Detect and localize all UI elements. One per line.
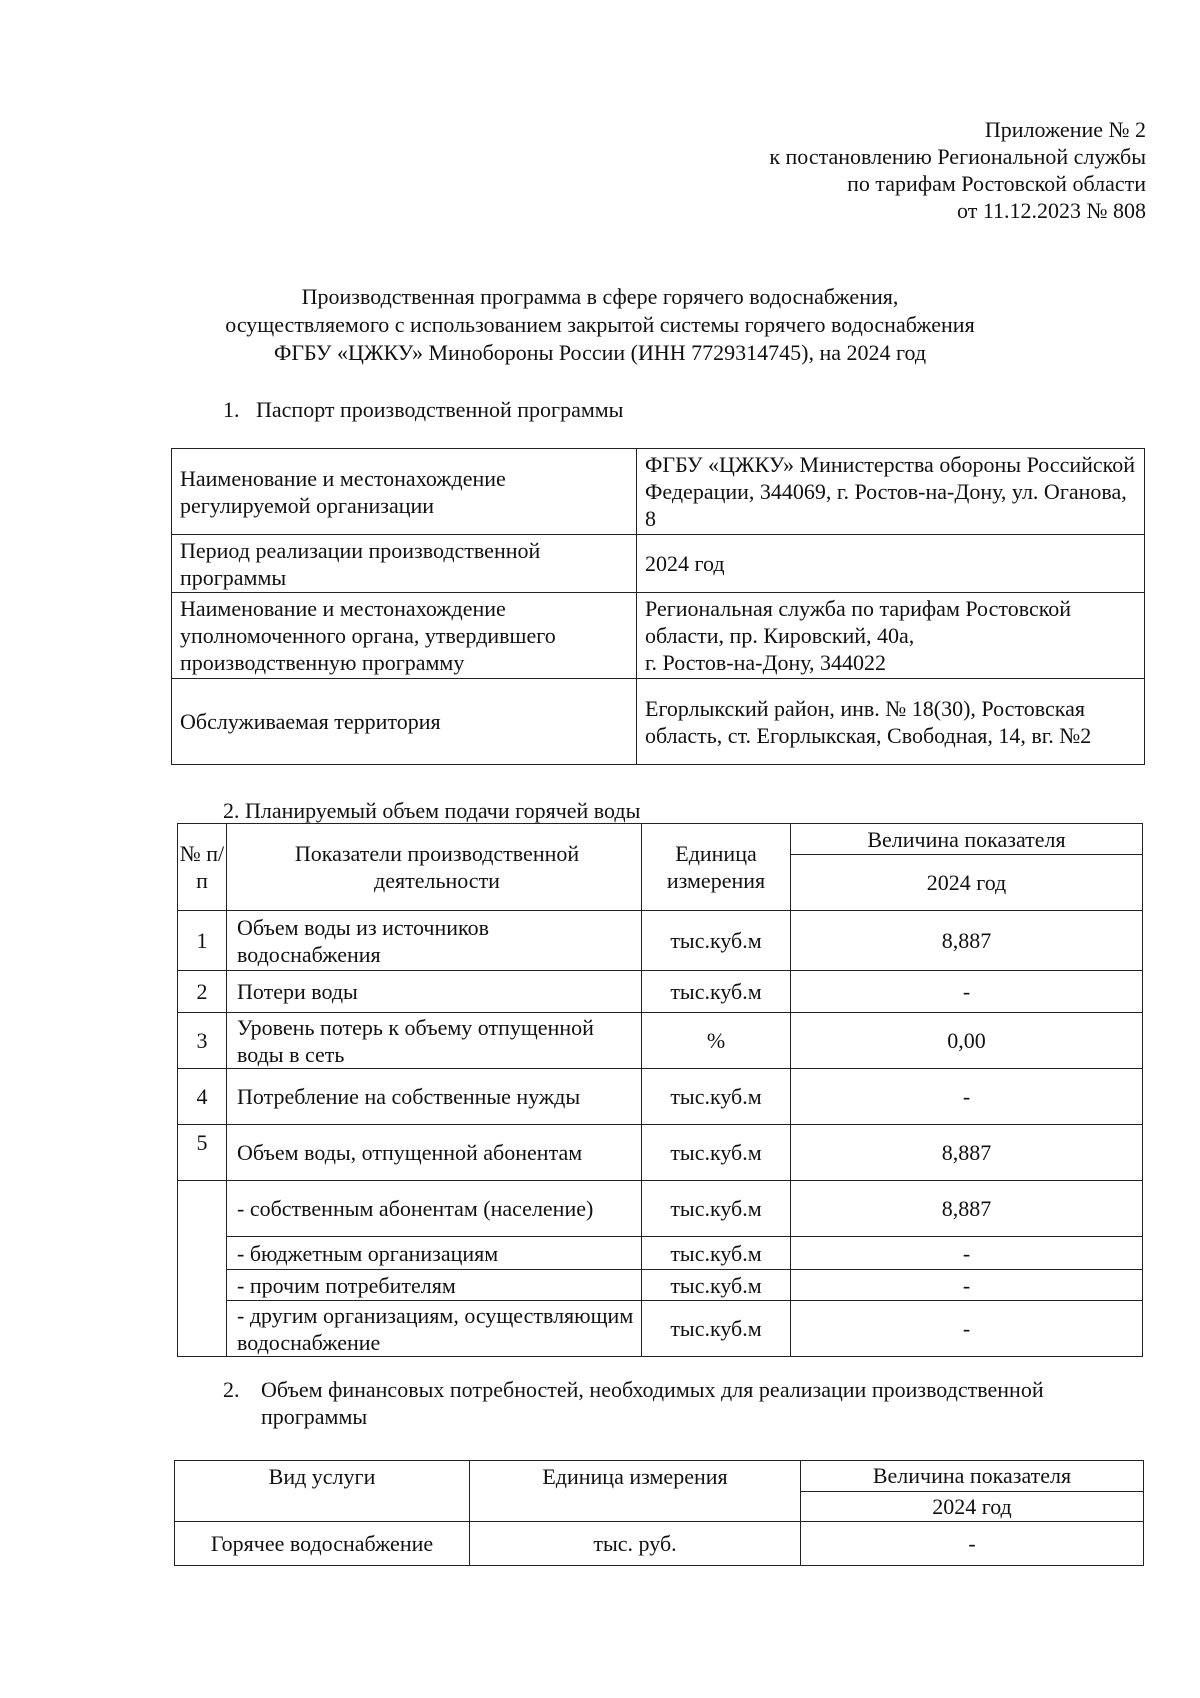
row-num-empty <box>178 1181 227 1357</box>
section-3-title-line-2: программы <box>261 1404 368 1429</box>
section-1-heading <box>223 396 623 423</box>
table-row <box>178 1125 1143 1181</box>
row-value: 0,00 <box>791 1013 1143 1069</box>
row-name: Объем воды, отпущенной абонентам <box>227 1125 642 1181</box>
header-num: № п/п <box>178 824 227 911</box>
appendix-line-2: к постановлению Региональной службы <box>769 144 1146 169</box>
appendix-line-3: по тарифам Ростовской области <box>847 171 1146 196</box>
table-row <box>172 593 1145 679</box>
row-unit: тыс.куб.м <box>642 1181 791 1237</box>
row-name: Потребление на собственные нужды <box>227 1069 642 1125</box>
water-supply-table <box>177 823 1143 1357</box>
passport-table <box>171 448 1145 765</box>
table-header-row <box>175 1461 1144 1492</box>
row-unit: тыс.куб.м <box>642 971 791 1013</box>
header-indicator: Показатели производственной деятельности <box>227 824 642 911</box>
appendix-line-1: Приложение № 2 <box>984 117 1146 142</box>
passport-value <box>637 593 1145 679</box>
row-unit: тыс.куб.м <box>642 1237 791 1270</box>
passport-value-line: г. Ростов-на-Дону, 344022 <box>645 650 887 675</box>
row-value: - <box>791 1301 1143 1357</box>
table-row <box>178 971 1143 1013</box>
row-unit: тыс. руб. <box>470 1522 801 1566</box>
section-1-title: Паспорт производственной программы <box>256 397 624 422</box>
header-unit: Единица измерения <box>470 1461 801 1522</box>
section-3-number: 2. <box>223 1377 240 1402</box>
row-name: - прочим потребителям <box>227 1270 642 1301</box>
header-year: 2024 год <box>791 855 1143 911</box>
row-name: - собственным абонентам (население) <box>227 1181 642 1237</box>
passport-label: Обслуживаемая территория <box>172 679 637 765</box>
table-row <box>172 679 1145 765</box>
appendix-block <box>546 116 1146 224</box>
row-num: 2 <box>178 971 227 1013</box>
row-value: 8,887 <box>791 1125 1143 1181</box>
header-unit: Единица измерения <box>642 824 791 911</box>
row-num: 5 <box>178 1125 227 1181</box>
row-value: - <box>791 1069 1143 1125</box>
row-value: - <box>791 1270 1143 1301</box>
row-unit: тыс.куб.м <box>642 911 791 971</box>
row-service: Горячее водоснабжение <box>175 1522 470 1566</box>
row-value: - <box>801 1522 1144 1566</box>
passport-label: Период реализации производственной программы <box>172 535 637 593</box>
financial-needs-table <box>174 1460 1144 1566</box>
table-row <box>178 1013 1143 1069</box>
document-title <box>180 283 1020 367</box>
header-value: Величина показателя <box>791 824 1143 855</box>
table-row <box>172 535 1145 593</box>
section-2-heading: 2. Планируемый объем подачи горячей воды <box>223 798 641 823</box>
row-name: Объем воды из источников водоснабжения <box>227 911 642 971</box>
row-name: Уровень потерь к объему отпущенной воды в сеть <box>227 1013 642 1069</box>
row-num: 4 <box>178 1069 227 1125</box>
table-row <box>178 1301 1143 1357</box>
row-value: - <box>791 971 1143 1013</box>
table-row <box>172 449 1145 535</box>
table-row <box>178 1237 1143 1270</box>
passport-label: Наименование и местонахождение уполномоченного органа, утвердившего производственную программу <box>172 593 637 679</box>
row-value: 8,887 <box>791 1181 1143 1237</box>
row-unit: тыс.куб.м <box>642 1125 791 1181</box>
row-name: - другим организациям, осуществляющим водоснабжение <box>227 1301 642 1357</box>
appendix-line-4: от 11.12.2023 № 808 <box>957 198 1146 223</box>
row-num: 1 <box>178 911 227 971</box>
table-row <box>178 911 1143 971</box>
row-unit: тыс.куб.м <box>642 1270 791 1301</box>
title-line-2: осуществляемого с использованием закрытой системы горячего водоснабжения <box>225 312 975 337</box>
header-service: Вид услуги <box>175 1461 470 1522</box>
header-year: 2024 год <box>801 1491 1144 1522</box>
passport-label: Наименование и местонахождение регулируемой организации <box>172 449 637 535</box>
row-name: Потери воды <box>227 971 642 1013</box>
title-line-1: Производственная программа в сфере горячего водоснабжения, <box>301 284 899 309</box>
row-name: - бюджетным организациям <box>227 1237 642 1270</box>
section-1-number: 1. <box>223 397 240 422</box>
row-unit: тыс.куб.м <box>642 1069 791 1125</box>
passport-value: 2024 год <box>637 535 1145 593</box>
row-value: 8,887 <box>791 911 1143 971</box>
row-value: - <box>791 1237 1143 1270</box>
row-unit: тыс.куб.м <box>642 1301 791 1357</box>
table-row <box>178 1270 1143 1301</box>
passport-value: Егорлыкский район, инв. № 18(30), Ростовская область, ст. Егорлыкская, Свободная, 14, вг. №2 <box>637 679 1145 765</box>
table-row <box>175 1522 1144 1566</box>
table-row <box>178 1069 1143 1125</box>
row-num: 3 <box>178 1013 227 1069</box>
row-unit: % <box>642 1013 791 1069</box>
header-value: Величина показателя <box>801 1461 1144 1492</box>
table-header-row <box>178 824 1143 855</box>
section-3-heading <box>223 1376 1145 1430</box>
passport-value-line: Региональная служба по тарифам Ростовской области, пр. Кировский, 40а, <box>645 596 1072 648</box>
title-line-3: ФГБУ «ЦЖКУ» Минобороны России (ИНН 7729314745), на 2024 год <box>273 340 927 365</box>
section-3-title-line-1: Объем финансовых потребностей, необходимых для реализации производственной <box>261 1377 1044 1402</box>
passport-value: ФГБУ «ЦЖКУ» Министерства обороны Российской Федерации, 344069, г. Ростов-на-Дону, ул. Оганова, 8 <box>637 449 1145 535</box>
table-row <box>178 1181 1143 1237</box>
